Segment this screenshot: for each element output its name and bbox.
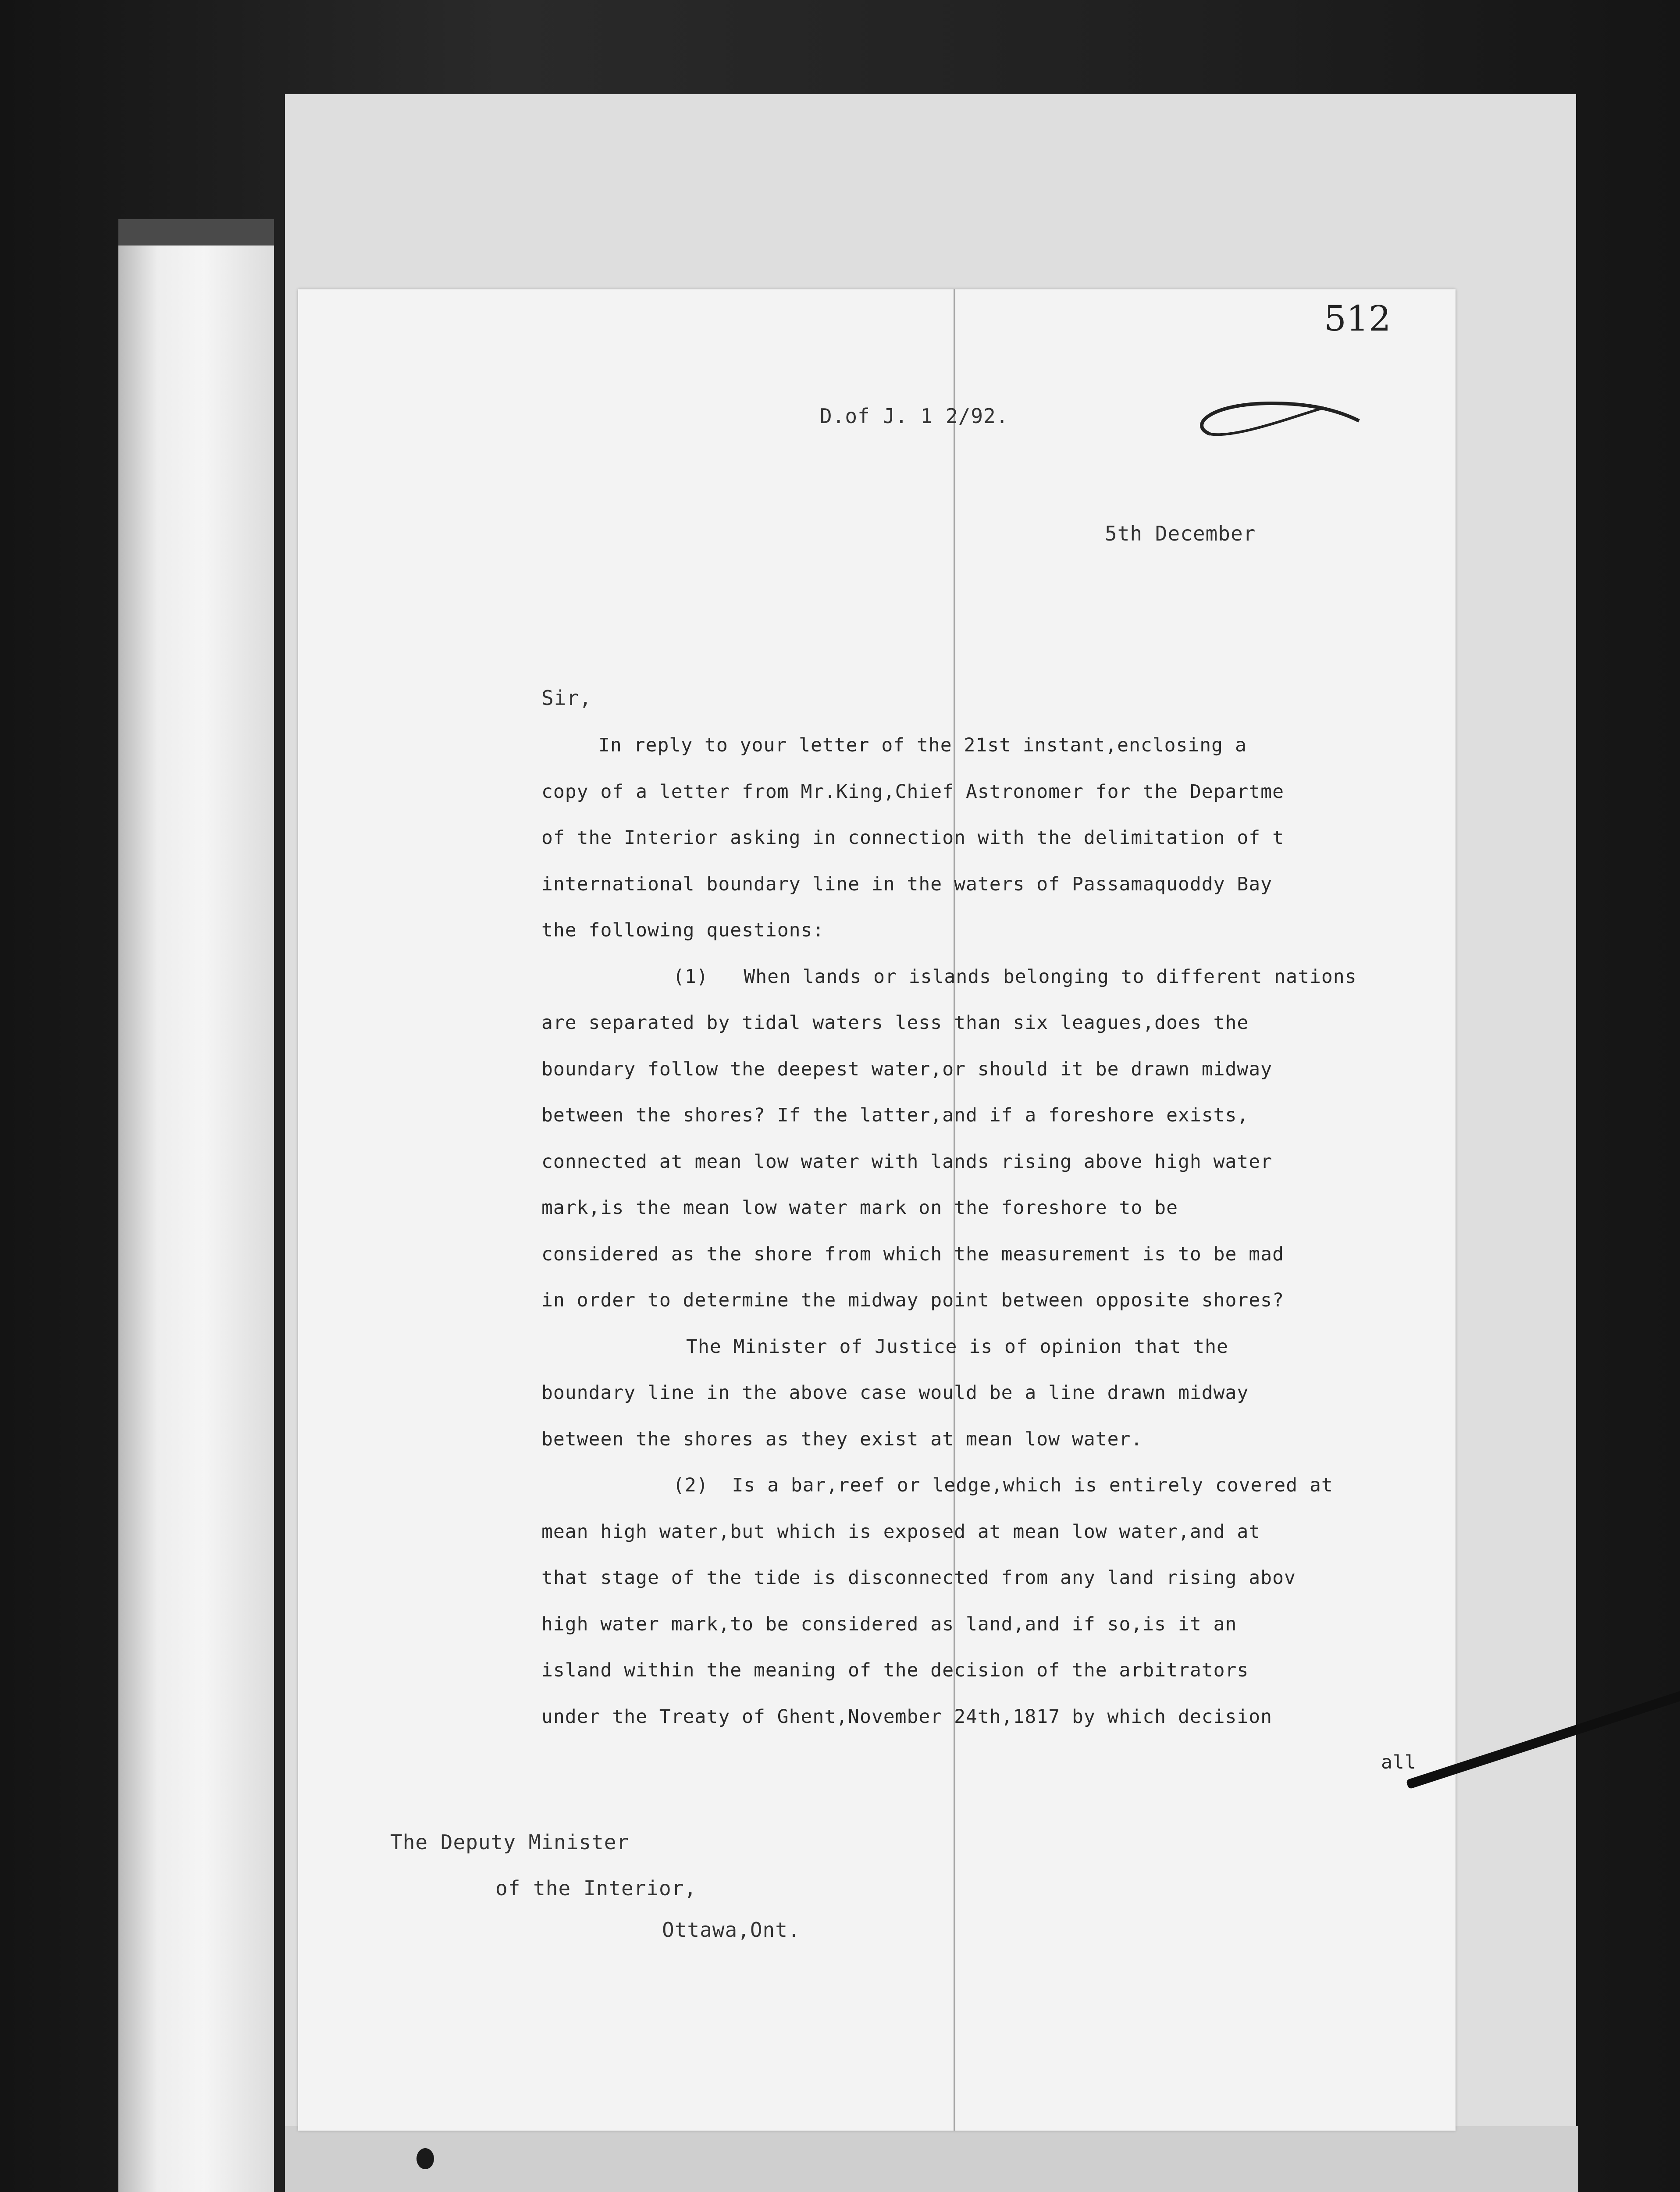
letter-body-line: connected at mean low water with lands rising above high water: [541, 1150, 1273, 1173]
addressee-line-1: The Deputy Minister: [390, 1830, 630, 1854]
letter-body-line: mean high water,but which is exposed at mean low water,and at: [541, 1520, 1261, 1543]
letter-body-line: that stage of the tide is disconnected from any land rising abov: [541, 1567, 1296, 1589]
file-reference: D.of J. 1 2/92.: [820, 404, 1009, 428]
backing-sheet-bottom: [285, 2126, 1578, 2192]
letter-body-line: are separated by tidal waters less than six leagues,does the: [541, 1012, 1249, 1034]
letter-body-line: between the shores? If the latter,and if a foreshore exists,: [541, 1104, 1249, 1126]
letter-body-line: under the Treaty of Ghent,November 24th,1817 by which decision: [541, 1705, 1273, 1728]
letter-body-line: between the shores as they exist at mean low water.: [541, 1428, 1143, 1450]
letter-body-line: copy of a letter from Mr.King,Chief Astronomer for the Departme: [541, 780, 1284, 803]
catchword: all: [1381, 1751, 1417, 1773]
letter-date: 5th December: [1105, 522, 1256, 545]
letter-body-line: (1) When lands or islands belonging to different nations: [673, 965, 1357, 988]
letter-body-line: The Minister of Justice is of opinion that the: [686, 1335, 1228, 1358]
letter-body-line: in order to determine the midway point between opposite shores?: [541, 1289, 1284, 1311]
letter-body-line: of the Interior asking in connection with the delimitation of t: [541, 827, 1284, 849]
letter-body-line: boundary follow the deepest water,or should it be drawn midway: [541, 1058, 1273, 1080]
letter-body-line: high water mark,to be considered as land,and if so,is it an: [541, 1613, 1237, 1635]
letter-body-line: (2) Is a bar,reef or ledge,which is entirely covered at: [673, 1474, 1333, 1496]
salutation: Sir,: [541, 686, 592, 710]
letter-body-line: mark,is the mean low water mark on the foreshore to be: [541, 1197, 1178, 1219]
binding-edge-strip: [118, 246, 274, 2192]
addressee-line-3: Ottawa,Ont.: [662, 1918, 801, 1942]
letter-body-line: international boundary line in the waters of Passamaquoddy Bay: [541, 873, 1273, 895]
handwritten-flourish-icon: [1184, 386, 1368, 456]
letter-body-line: island within the meaning of the decision of the arbitrators: [541, 1659, 1249, 1681]
addressee-line-2: of the Interior,: [495, 1876, 697, 1900]
page-number: 512: [1324, 298, 1391, 339]
letter-body-line: In reply to your letter of the 21st instant,enclosing a: [598, 734, 1247, 756]
letter-body-line: the following questions:: [541, 919, 825, 941]
ink-blot: [416, 2148, 434, 2169]
letter-body-line: boundary line in the above case would be a line drawn midway: [541, 1382, 1249, 1404]
letter-body-line: considered as the shore from which the measurement is to be mad: [541, 1243, 1284, 1265]
